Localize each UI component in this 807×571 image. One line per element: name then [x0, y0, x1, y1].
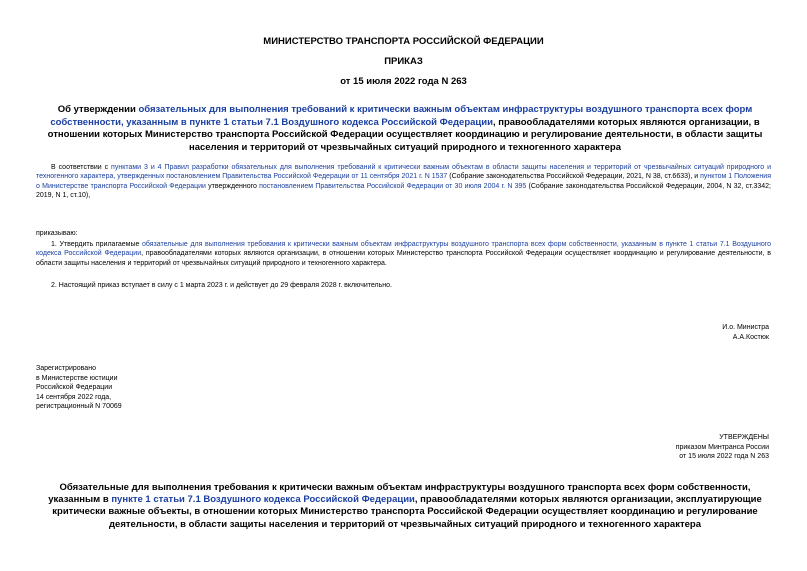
basis-link-decree[interactable]: постановлением Правительства Российской Федерации от 30 июля 2004 г. N 395 [259, 182, 527, 190]
annex-title-text-1: Обязательные для выполнения требования к критически важным объектам инфраструктуры воздушного транспорта всех форм собственности, указанным в [48, 482, 751, 506]
signature-name: А.А.Костюк [732, 333, 769, 341]
approval-order: приказом Минтранса России [675, 443, 769, 451]
registration-line: Российской Федерации [36, 384, 113, 392]
order-title-link[interactable]: обязательных для выполнения требований к критически важным объектам инфраструктуры воздушного транспорта всех форм собственности, указанным в пункте 1 статьи 7.1 Воздушного кодекса Российской Федерации [50, 104, 753, 128]
basis-link-rules[interactable]: пунктами 3 и 4 Правил разработки обязательных для выполнения требований к критически важным объектам в области защиты населения и территорий от чрезвычайных ситуаций природного и техногенного характера, утвержденных постановлением Правительства Российской Федерации от 11 сентября 2021 г. N 1537 [36, 164, 772, 181]
item-1-link[interactable]: обязательные для выполнения требования к критически важным объектам инфраструктуры воздушного транспорта всех форм собственности, указанным в пункте 1 статьи 7.1 Воздушного кодекса Российской Федерации [36, 241, 772, 258]
registration-line: регистрационный N 70069 [36, 403, 122, 411]
annex-title-text-2: , правообладателями которых являются организации, эксплуатирующие критически важные объекты, в отношении которых Министерство транспорта Российской Федерации осуществляет координацию и регулирование деятельности, в области защиты населения и территорий от чрезвычайных ситуаций природного и техногенного характера [52, 494, 762, 530]
signature-block [722, 323, 769, 342]
ministry-heading: МИНИСТЕРСТВО ТРАНСПОРТА РОССИЙСКОЙ ФЕДЕРАЦИИ [263, 36, 544, 47]
registration-line: в Министерстве юстиции [36, 374, 118, 382]
approval-status: УТВЕРЖДЕНЫ [719, 434, 769, 441]
item-1-text-1: 1. Утвердить прилагаемые [51, 241, 143, 248]
basis-text-3: утвержденного [205, 182, 260, 190]
item-2-paragraph: 2. Настоящий приказ вступает в силу с 1 марта 2023 г. и действует до 29 февраля 2028 г. включительно. [51, 282, 392, 289]
doc-type-heading: ПРИКАЗ [384, 56, 423, 67]
approval-block [676, 433, 769, 462]
signature-position: И.о. Министра [722, 324, 769, 331]
order-title [36, 104, 774, 154]
item-1-paragraph [36, 240, 771, 268]
basis-paragraph [36, 163, 771, 201]
order-date: от 15 июля 2022 года N 263 [340, 76, 467, 87]
basis-text-4: (Собрание законодательства Российской Федерации, 2004, N 32, ст.3342; 2019, N 1, ст.10), [36, 182, 771, 200]
registration-line: 14 сентября 2022 года, [36, 393, 112, 401]
item-1-text-2: , правообладателями которых являются организации, в отношении которых Министерство транспорта Российской Федерации осуществляет координацию и регулирование деятельности, в области защиты населения и территорий от чрезвычайных ситуаций природного и техногенного характера. [36, 250, 771, 267]
order-word: приказываю: [36, 230, 78, 237]
registration-block [36, 364, 122, 412]
approval-date: от 15 июля 2022 года N 263 [679, 453, 769, 461]
basis-text-1: В соответствии с [51, 164, 112, 171]
basis-text-2: (Собрание законодательства Российской Федерации, 2021, N 38, ст.6633), и [447, 173, 701, 181]
order-title-prefix: Об утверждении [57, 104, 139, 115]
basis-link-regulation[interactable]: пунктом 1 Положения о Министерстве транспорта Российской Федерации [36, 173, 771, 190]
order-title-suffix: , правообладателями которых являются организации, в отношении которых Министерство транспорта Российской Федерации осуществляет координацию и регулирование деятельности, в области защиты населения и территорий от чрезвычайных ситуаций природного и техногенного характера [47, 116, 763, 153]
registration-line: Зарегистрировано [36, 365, 96, 372]
annex-title-link[interactable]: пункте 1 статьи 7.1 Воздушного кодекса Российской Федерации [111, 494, 415, 506]
annex-title [36, 482, 774, 531]
